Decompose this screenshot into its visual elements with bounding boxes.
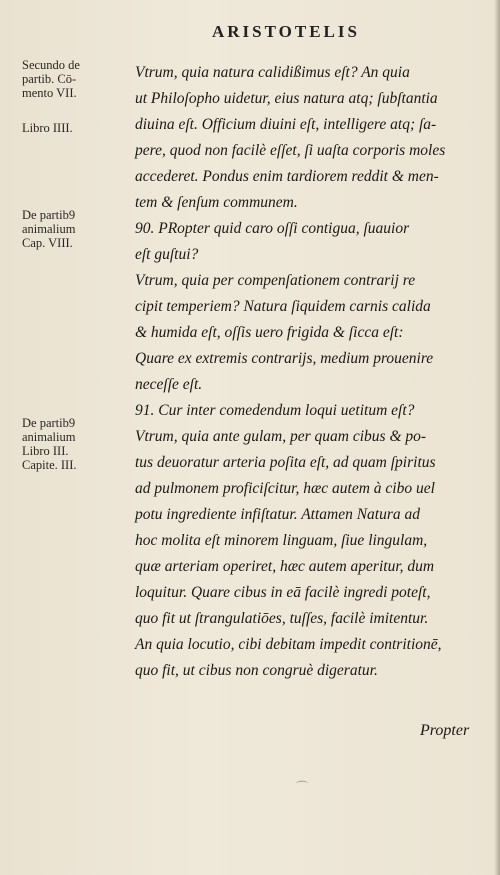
- catchword: Propter: [420, 722, 470, 739]
- text-line: 91. Cur inter comedendum loqui uetitum eſt?: [135, 402, 415, 419]
- text-line: Vtrum, quia natura calidißimus eſt? An quia: [135, 64, 410, 81]
- margin-note-2: [22, 121, 132, 135]
- text-line: ut Philoſopho uidetur, eius natura atq; ſubſtantia: [135, 90, 438, 107]
- text-line: & humida eſt, oſſis uero frigida & ſicca eſt:: [135, 324, 404, 341]
- margin-note-1: [22, 58, 132, 100]
- text-line: An quia locutio, cibi debitam impedit contritionē,: [135, 636, 442, 653]
- margin-note-3: [22, 208, 132, 250]
- margin-note-line: Cap. VIII.: [22, 236, 73, 250]
- running-head: ARISTOTELIS: [212, 22, 360, 41]
- margin-note-line: Libro III.: [22, 444, 69, 458]
- text-line: tus deuoratur arteria poſita eſt, ad quam ſpiritus: [135, 454, 436, 471]
- text-line: Vtrum, quia ante gulam, per quam cibus & po-: [135, 428, 427, 445]
- margin-note-4: [22, 416, 132, 472]
- body-text: [135, 60, 480, 684]
- text-line: Vtrum, quia per compenſationem contrarij re: [135, 272, 416, 289]
- margin-note-line: De partib9: [22, 416, 76, 430]
- ink-mark: ⌒: [296, 780, 309, 794]
- margin-note-line: Capite. III.: [22, 458, 77, 472]
- text-line: quo fit ut ſtrangulatiōes, tuſſes, facilè imitentur.: [135, 610, 429, 627]
- text-line: 90. PRopter quid caro oſſi contigua, ſuauior: [135, 220, 410, 237]
- margin-note-line: partib. Cō-: [22, 72, 77, 86]
- text-line: ad pulmonem proficiſcitur, hæc autem à cibo uel: [135, 480, 435, 497]
- margin-note-line: De partib9: [22, 208, 76, 222]
- text-line: pere, quod non facilè eſſet, ſi uaſta corporis moles: [135, 142, 446, 159]
- text-line: Quare ex extremis contrarijs, medium prouenire: [135, 350, 434, 367]
- text-line: tem & ſenſum communem.: [135, 194, 298, 211]
- text-line: diuina eſt. Officium diuini eſt, intelligere atq; ſa-: [135, 116, 437, 133]
- margin-note-line: Secundo de: [22, 58, 80, 72]
- margin-note-line: Libro IIII.: [22, 121, 73, 135]
- text-line: quo fit, ut cibus non congruè digeratur.: [135, 662, 378, 679]
- text-line: eſt guſtui?: [135, 246, 199, 263]
- text-line: neceſſe eſt.: [135, 376, 203, 393]
- margin-note-line: animalium: [22, 430, 76, 444]
- margin-note-line: animalium: [22, 222, 76, 236]
- text-line: potu ingrediente infiſtatur. Attamen Natura ad: [135, 506, 421, 523]
- margin-note-line: mento VII.: [22, 86, 77, 100]
- text-line: loquitur. Quare cibus in eā facilè ingredi poteſt,: [135, 584, 431, 601]
- text-line: hoc molita eſt minorem linguam, ſiue lingulam,: [135, 532, 428, 549]
- page-edge-shadow: [494, 0, 500, 875]
- text-line: quæ arteriam operiret, hæc autem aperitur, dum: [135, 558, 435, 575]
- text-line: cipit temperiem? Natura ſiquidem carnis calida: [135, 298, 431, 315]
- text-line: accederet. Pondus enim tardiorem reddit & men-: [135, 168, 439, 185]
